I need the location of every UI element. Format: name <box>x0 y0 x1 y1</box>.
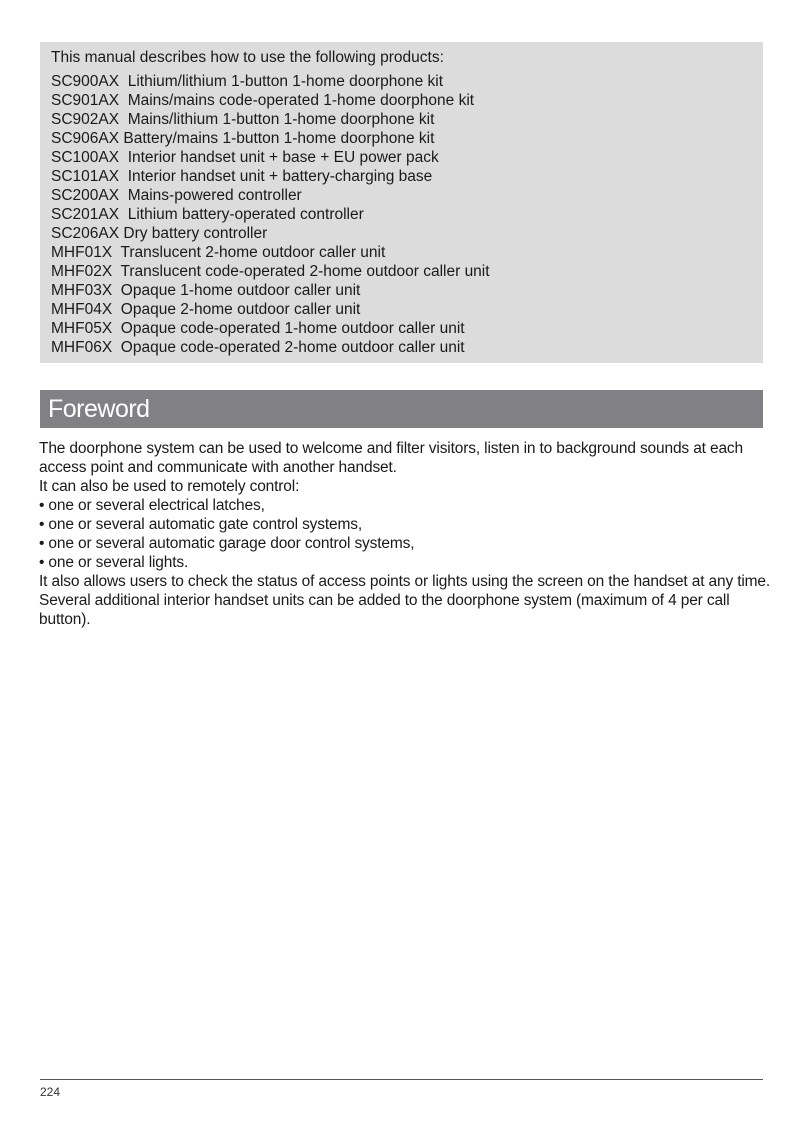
product-description: Mains/lithium 1-button 1-home doorphone kit <box>127 111 435 128</box>
product-row <box>51 281 752 300</box>
spacer <box>119 206 128 223</box>
product-row <box>51 110 752 129</box>
spacer <box>112 339 121 356</box>
product-code: MHF02X <box>51 263 113 280</box>
product-code: SC900AX <box>51 73 120 90</box>
bullet-item: • one or several lights. <box>39 554 189 571</box>
spacer <box>112 244 120 261</box>
products-intro: This manual describes how to use the following products: <box>51 49 444 66</box>
foreword-body <box>39 439 784 629</box>
product-row <box>51 205 752 224</box>
paragraph: It also allows users to check the status of access points or lights using the screen on the handset at any time. <box>39 573 771 590</box>
bullet-item: • one or several electrical latches, <box>39 497 265 514</box>
spacer <box>119 187 128 204</box>
product-description: Dry battery controller <box>123 225 268 242</box>
spacer <box>119 168 128 185</box>
spacer <box>119 149 128 166</box>
product-description: Opaque 2-home outdoor caller unit <box>120 301 361 318</box>
product-row <box>51 319 752 338</box>
product-row <box>51 148 752 167</box>
bullet-item: • one or several automatic gate control systems, <box>39 516 363 533</box>
product-row <box>51 167 752 186</box>
product-description: Lithium battery-operated controller <box>127 206 364 223</box>
product-description: Opaque 1-home outdoor caller unit <box>120 282 361 299</box>
footer-divider <box>40 1079 763 1080</box>
bullet-item: • one or several automatic garage door control systems, <box>39 535 415 552</box>
product-row <box>51 72 752 91</box>
section-title: Foreword <box>48 395 150 423</box>
product-code: MHF06X <box>51 339 113 356</box>
page-number: 224 <box>40 1085 61 1099</box>
paragraph: The doorphone system can be used to welcome and filter visitors, listen in to background sounds at each access point and communicate with another handset. <box>39 440 743 476</box>
product-code: SC200AX <box>51 187 120 204</box>
product-row <box>51 224 752 243</box>
product-code: SC206AX <box>51 225 120 242</box>
products-box <box>40 42 763 363</box>
product-description: Translucent 2-home outdoor caller unit <box>120 244 386 261</box>
product-description: Battery/mains 1-button 1-home doorphone kit <box>123 130 435 147</box>
spacer <box>112 282 121 299</box>
product-code: MHF03X <box>51 282 113 299</box>
product-code: SC902AX <box>51 111 120 128</box>
product-code: MHF01X <box>51 244 113 261</box>
product-row <box>51 129 752 148</box>
product-row <box>51 338 752 357</box>
product-description: Opaque code-operated 1-home outdoor caller unit <box>120 320 465 337</box>
product-row <box>51 186 752 205</box>
product-row <box>51 300 752 319</box>
paragraph: It can also be used to remotely control: <box>39 478 300 495</box>
product-description: Interior handset unit + base + EU power pack <box>127 149 439 166</box>
product-list <box>51 72 752 357</box>
product-row <box>51 262 752 281</box>
spacer <box>119 111 128 128</box>
product-row <box>51 91 752 110</box>
product-code: MHF05X <box>51 320 113 337</box>
paragraph: Several additional interior handset units can be added to the doorphone system (maximum of 4 per call button). <box>39 592 730 628</box>
product-code: SC901AX <box>51 92 120 109</box>
product-code: SC906AX <box>51 130 120 147</box>
product-code: SC201AX <box>51 206 120 223</box>
spacer <box>112 301 121 318</box>
spacer <box>119 92 128 109</box>
spacer <box>112 263 120 280</box>
product-description: Interior handset unit + battery-charging base <box>127 168 433 185</box>
product-description: Opaque code-operated 2-home outdoor caller unit <box>120 339 465 356</box>
product-row <box>51 243 752 262</box>
product-description: Lithium/lithium 1-button 1-home doorphone kit <box>127 73 444 90</box>
product-code: SC101AX <box>51 168 120 185</box>
product-description: Mains/mains code-operated 1-home doorphone kit <box>127 92 475 109</box>
product-description: Translucent code-operated 2-home outdoor caller unit <box>120 263 490 280</box>
product-code: MHF04X <box>51 301 113 318</box>
product-description: Mains-powered controller <box>127 187 302 204</box>
spacer <box>112 320 121 337</box>
spacer <box>119 73 128 90</box>
product-code: SC100AX <box>51 149 120 166</box>
foreword-section-bar <box>40 390 763 428</box>
